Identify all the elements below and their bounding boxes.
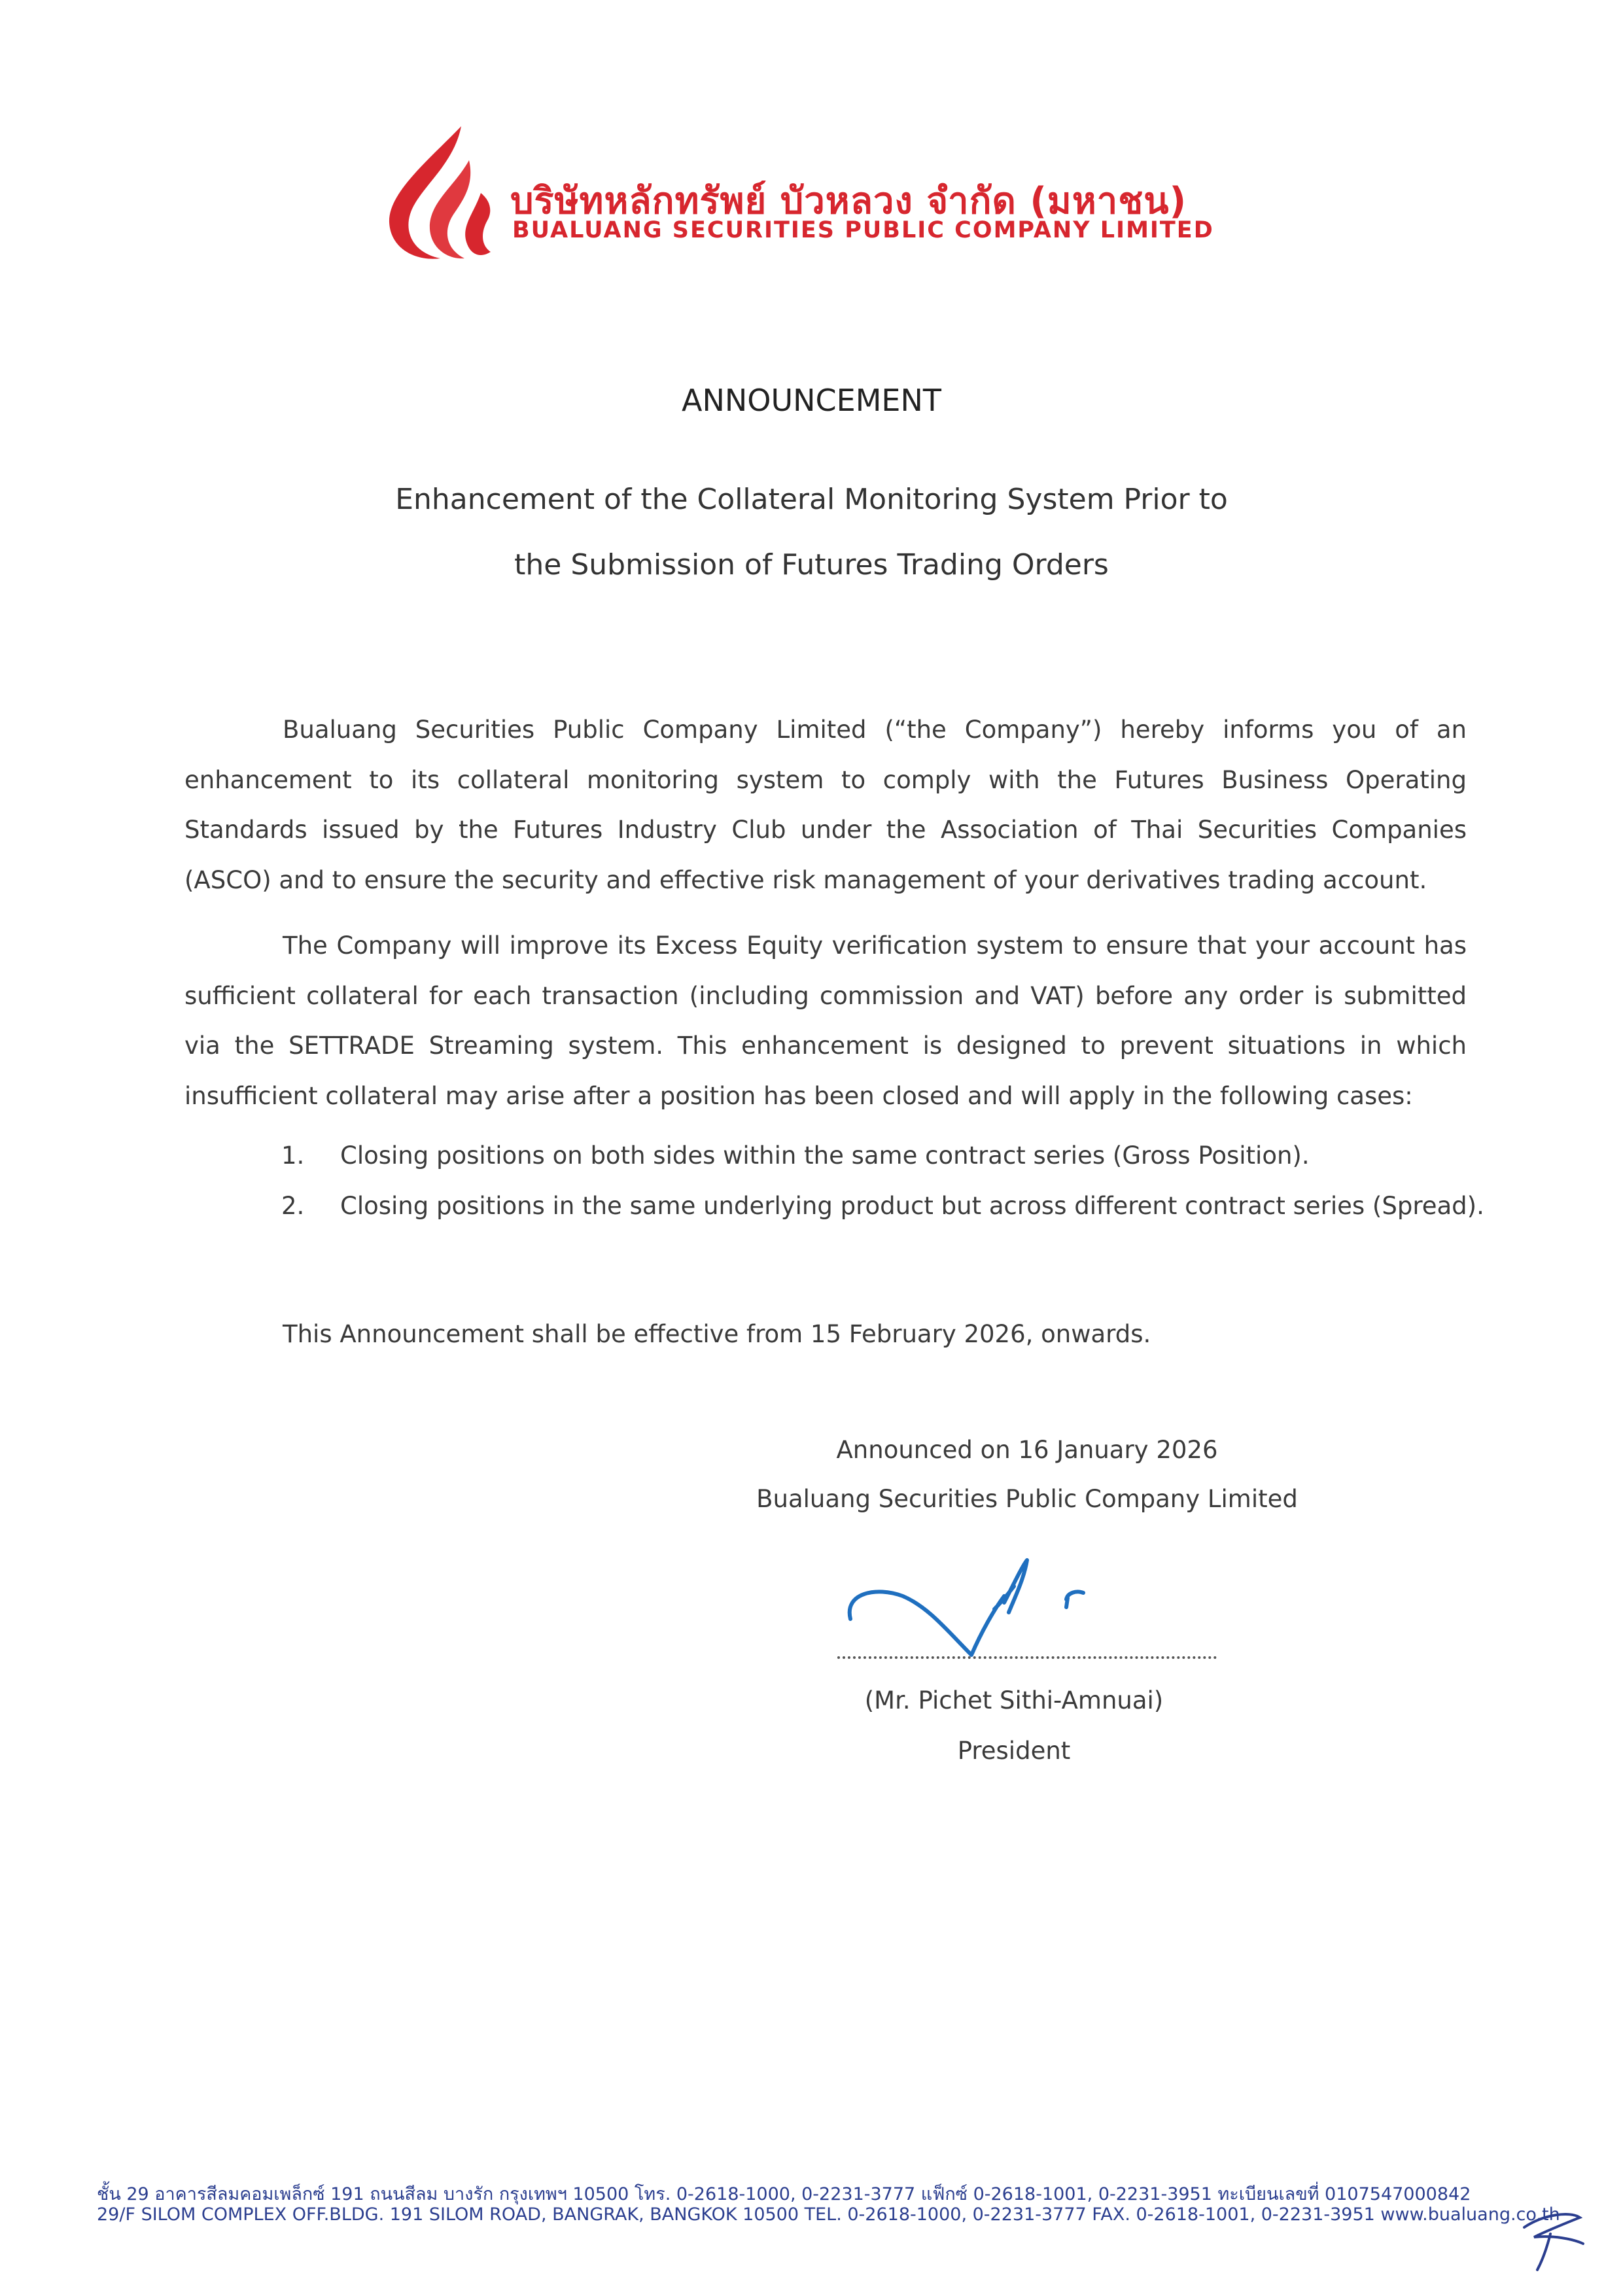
handwritten-signature bbox=[837, 1547, 1230, 1691]
list-item bbox=[281, 1192, 1484, 1220]
signer-name: (Mr. Pichet Sithi-Amnuai) bbox=[864, 1686, 1164, 1714]
signing-company: Bualuang Securities Public Company Limited bbox=[756, 1485, 1298, 1513]
lotus-drop-logo-icon bbox=[383, 121, 507, 265]
footer-address-english: 29/F SILOM COMPLEX OFF.BLDG. 191 SILOM ROAD, BANGRAK, BANGKOK 10500 TEL. 0-2618-1000, 0-2231-3777 FAX. 0-2618-1001, 0-2231-3951 www.bualuang.co.th bbox=[97, 2204, 1560, 2225]
paragraph-text: Bualuang Securities Public Company Limited (“the Company”) hereby informs you of an enhancement to its collateral monitoring system to comply with the Futures Business Operating Standards issued by the Futures Industry Club under the Association of Thai Securities Companies (ASCO) and to ensure the security and effective risk management of your derivatives trading account. bbox=[184, 716, 1467, 894]
subject-line-2: the Submission of Futures Trading Orders bbox=[514, 548, 1109, 582]
list-item-text: Closing positions on both sides within the same contract series (Gross Position). bbox=[340, 1141, 1310, 1170]
paragraph-text: The Company will improve its Excess Equity verification system to ensure that your account has sufficient collateral for each transaction (including commission and VAT) before any order is submitted via the SETTRADE Streaming system. This enhancement is designed to prevent situations in which insufficient collateral may arise after a position has been closed and will apply in the following cases: bbox=[184, 931, 1467, 1110]
list-item bbox=[281, 1141, 1310, 1170]
signer-title: President bbox=[957, 1737, 1071, 1765]
body-paragraph-2 bbox=[184, 921, 1467, 1121]
effective-date-statement: This Announcement shall be effective from 15 February 2026, onwards. bbox=[283, 1320, 1151, 1348]
initial-signature bbox=[1518, 2188, 1590, 2273]
announcement-date: Announced on 16 January 2026 bbox=[836, 1436, 1218, 1464]
subject-line-1: Enhancement of the Collateral Monitoring System Prior to bbox=[395, 483, 1228, 516]
list-item-text: Closing positions in the same underlying product but across different contract series (Spread). bbox=[340, 1192, 1484, 1220]
list-item-number: 1. bbox=[281, 1141, 305, 1170]
signature-line bbox=[837, 1656, 1217, 1659]
company-name-english: BUALUANG SECURITIES PUBLIC COMPANY LIMITED bbox=[512, 217, 1214, 243]
company-name-thai: บริษัทหลักทรัพย์ บัวหลวง จำกัด (มหาชน) bbox=[510, 180, 1187, 222]
footer-address-thai: ชั้น 29 อาคารสีลมคอมเพล็กซ์ 191 ถนนสีลม บางรัก กรุงเทพฯ 10500 โทร. 0-2618-1000, 0-2231-3777 แฟ็กซ์ 0-2618-1001, 0-2231-3951 ทะเบียนเลขที่ 0107547000842 bbox=[97, 2184, 1471, 2204]
list-item-number: 2. bbox=[281, 1192, 305, 1220]
document-heading: ANNOUNCEMENT bbox=[681, 383, 942, 418]
body-paragraph-1 bbox=[184, 705, 1467, 905]
